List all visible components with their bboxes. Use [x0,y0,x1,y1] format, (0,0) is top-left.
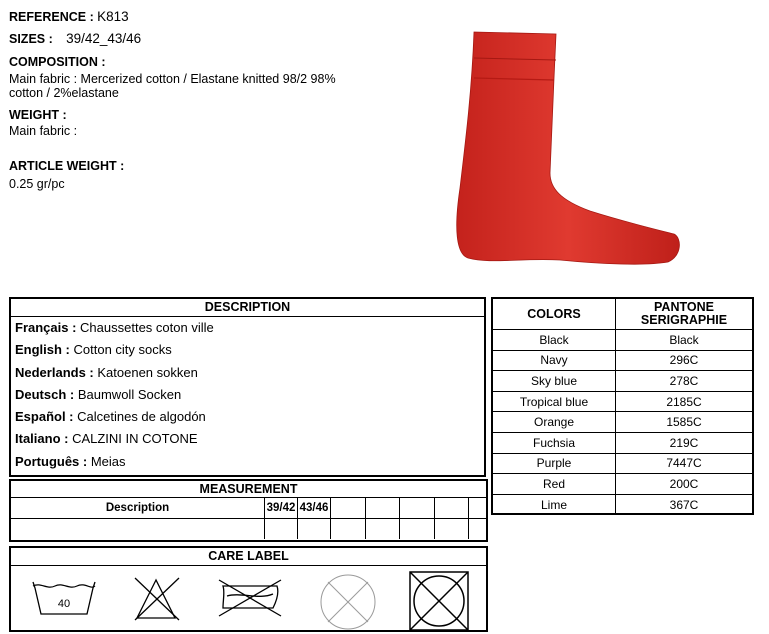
description-row [11,384,484,406]
color-row [493,330,752,351]
no-dry-clean-icon [410,572,468,630]
measurement-cell [400,498,435,519]
measurement-description-header: Description [11,498,265,519]
pantone-code: 219C [616,432,753,453]
pantone-code: Black [616,330,753,351]
description-text: Meias [87,453,126,469]
pantone-code: 278C [616,371,753,392]
measurement-cell [331,498,366,519]
sock-shape [457,32,680,264]
care-icons [11,566,486,632]
care-label-box [9,546,488,632]
article-weight-value: 0.25 gr/pc [9,177,65,191]
pantone-code: 200C [616,474,753,495]
color-name: Tropical blue [493,391,616,412]
measurement-cell [434,498,469,519]
description-row [11,406,484,428]
no-bleach-icon [135,578,179,620]
reference-label: REFERENCE : [9,10,94,24]
colors-header: COLORS [493,299,616,330]
color-name: Black [493,330,616,351]
product-sock-image [450,28,690,273]
description-language: Français : [15,320,77,335]
wash-40-icon [33,582,95,614]
description-row [11,428,484,450]
pantone-header [616,299,753,330]
weight-value: Main fabric : [9,124,78,138]
pantone-code: 7447C [616,453,753,474]
color-name: Red [493,474,616,495]
measurement-cell [434,519,469,540]
pantone-code: 367C [616,494,753,514]
measurement-cell [298,519,331,540]
composition-line-1: Main fabric : Mercerized cotton / Elastane knitted 98/2 98% [9,72,336,86]
color-row [493,494,752,514]
description-text: Cotton city socks [69,342,172,358]
measurement-size-2: 43/46 [298,498,331,519]
color-name: Navy [493,350,616,371]
reference-value: K813 [97,9,129,24]
no-tumble-dry-icon [321,575,375,629]
description-language: English : [15,342,70,358]
description-title: DESCRIPTION [11,299,484,317]
color-row [493,412,752,433]
measurement-cell [265,519,298,540]
color-row [493,350,752,371]
description-rows [11,317,484,473]
care-label-title: CARE LABEL [11,548,486,566]
pantone-code: 2185C [616,391,753,412]
description-text: Katoenen sokken [93,364,198,380]
measurement-header-row [11,498,486,519]
weight-label: WEIGHT : [9,108,67,122]
color-row [493,432,752,453]
sizes-value: 39/42_43/46 [66,31,142,46]
description-language: Italiano : [15,431,69,447]
pantone-code: 1585C [616,412,753,433]
description-row [11,317,484,339]
description-language: Português : [15,453,88,469]
description-row [11,339,484,361]
measurement-table [9,479,488,542]
description-text: Chaussettes coton ville [76,320,214,335]
pantone-header-line-2: SERIGRAPHIE [640,313,728,327]
pantone-header-line-1: PANTONE [654,300,714,314]
color-name: Fuchsia [493,432,616,453]
composition-label: COMPOSITION : [9,55,106,69]
measurement-cell [365,498,400,519]
reference-row [9,9,129,24]
description-row [11,362,484,384]
measurement-cell [400,519,435,540]
wash-temperature: 40 [57,598,71,610]
color-name: Lime [493,494,616,514]
description-language: Nederlands : [15,364,94,380]
color-name: Purple [493,453,616,474]
color-row [493,371,752,392]
article-weight-label: ARTICLE WEIGHT : [9,159,125,173]
sizes-row [9,31,141,46]
color-row [493,453,752,474]
composition-line-2: cotton / 2%elastane [9,86,119,100]
description-language: Español : [15,409,74,425]
measurement-cell [469,498,486,519]
colors-table [491,297,754,515]
description-text: CALZINI IN COTONE [68,431,198,447]
description-text: Baumwoll Socken [74,386,182,402]
pantone-code: 296C [616,350,753,371]
description-text: Calcetines de algodón [73,409,206,425]
color-name: Sky blue [493,371,616,392]
color-row [493,474,752,495]
description-language: Deutsch : [15,386,75,402]
description-row [11,451,484,473]
description-table [9,297,486,477]
color-row [493,391,752,412]
measurement-title: MEASUREMENT [11,481,486,498]
measurement-row [11,519,486,540]
sizes-label: SIZES : [9,32,53,46]
color-name: Orange [493,412,616,433]
measurement-cell [11,519,265,540]
no-iron-icon [219,580,281,616]
measurement-cell [469,519,486,540]
measurement-cell [365,519,400,540]
measurement-cell [331,519,366,540]
measurement-size-1: 39/42 [265,498,298,519]
